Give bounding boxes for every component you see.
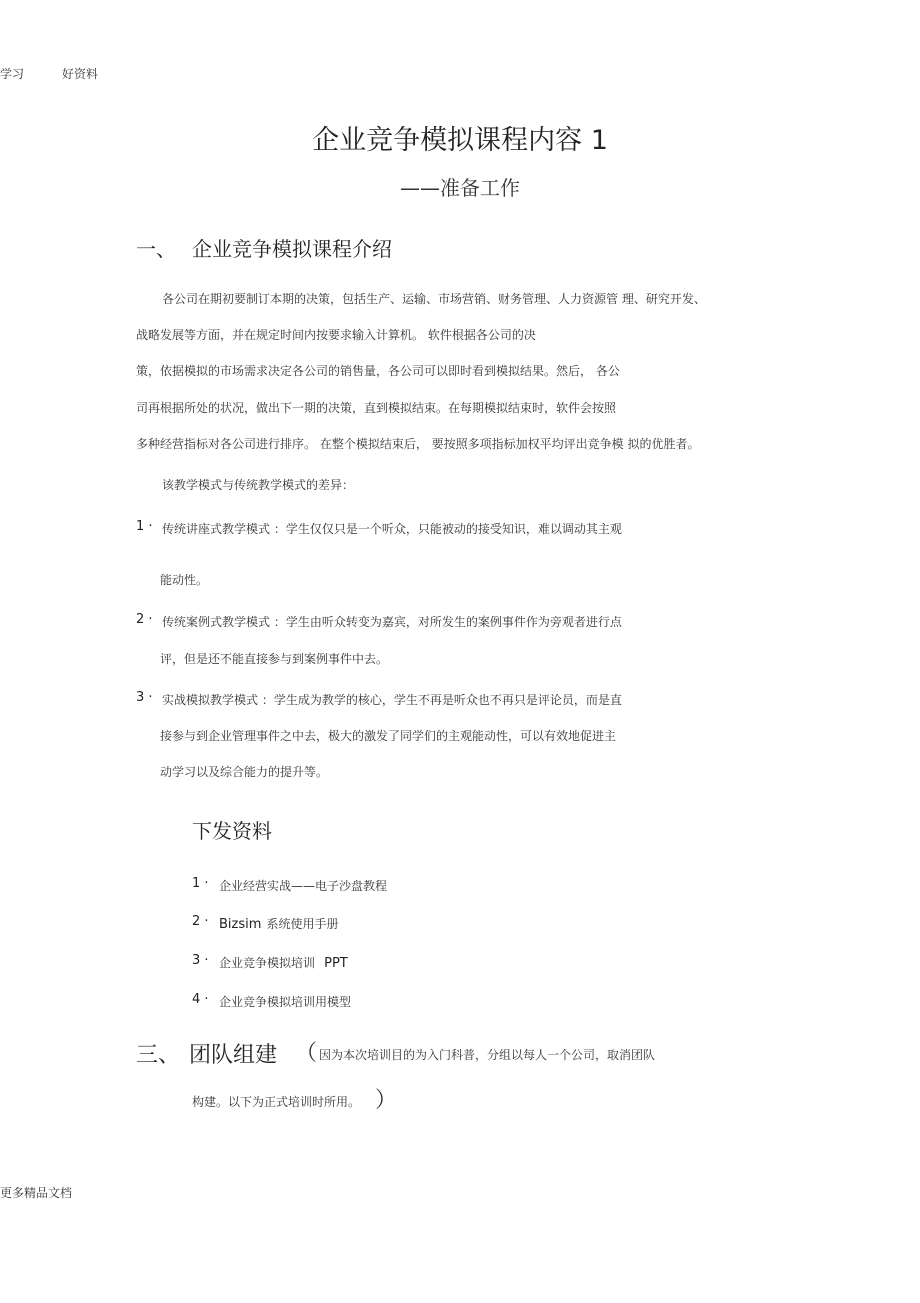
list-item-number: 2 · <box>192 914 209 929</box>
list-item-number: 1 · <box>192 876 209 891</box>
list-item-text: 企业竞争模拟培训用模型 <box>219 995 352 1009</box>
list-item-text: 系统使用手册 <box>266 917 339 931</box>
list-item <box>219 913 339 932</box>
page-title: 企业竞争模拟课程内容 1 <box>312 125 608 156</box>
list-item-number: 3 · <box>136 690 153 705</box>
section3-heading: 团队组建 <box>189 1043 278 1068</box>
close-paren: ） <box>375 1088 398 1113</box>
section3-number: 三、 <box>136 1043 181 1068</box>
footer-text: 更多精品文档 <box>0 1186 73 1200</box>
paragraph-line: 策，依据模拟的市场需求决定各公司的销售量，各公司可以即时看到模拟结果。然后， 各公 <box>136 364 620 378</box>
list-item-text: 实战模拟教学模式 ：学生成为教学的核心，学生不再是听众也不再只是评论员，而是直 <box>162 693 622 707</box>
section1-heading: 企业竞争模拟课程介绍 <box>192 237 392 261</box>
list-item-number: 2 · <box>136 612 153 627</box>
list-item-number: 3 · <box>192 953 209 968</box>
open-paren: （ <box>295 1041 318 1066</box>
list-item-prefix: Bizsim <box>219 917 262 932</box>
diff-intro: 该教学模式与传统教学模式的差异： <box>162 478 355 492</box>
list-item-text: 动学习以及综合能力的提升等。 <box>160 765 329 779</box>
paragraph-line: 司再根据所处的状况，做出下一期的决策，直到模拟结束。在每期模拟结束时，软件会按照 <box>136 401 617 415</box>
section1-number: 一、 <box>136 237 176 261</box>
list-item-text: 传统讲座式教学模式 ：学生仅仅只是一个听众，只能被动的接受知识，难以调动其主观 <box>162 522 622 536</box>
list-item-text: 能动性。 <box>160 573 209 587</box>
paragraph-line: 战略发展等方面，并在规定时间内按要求输入计算机。 软件根据各公司的决 <box>136 328 536 342</box>
section3-note: 构建。以下为正式培训时所用。 <box>192 1095 361 1109</box>
list-item-text: 接参与到企业管理事件之中去，极大的激发了同学们的主观能动性，可以有效地促进主 <box>160 729 617 743</box>
list-item-text: 企业经营实战——电子沙盘教程 <box>219 879 388 893</box>
page-subtitle: ——准备工作 <box>400 176 520 200</box>
list-item <box>219 952 348 971</box>
list-item-text: 传统案例式教学模式 ：学生由听众转变为嘉宾，对所发生的案例事件作为旁观者进行点 <box>162 615 622 629</box>
header-left: 学习 <box>0 67 25 81</box>
section2-heading: 下发资料 <box>192 819 272 843</box>
list-item-number: 4 · <box>192 992 209 1007</box>
paragraph-line: 多种经营指标对各公司进行排序。 在整个模拟结束后， 要按照多项指标加权平均评出竞争模 拟的优胜者。 <box>136 437 700 451</box>
section3-note: 因为本次培训目的为入门科普，分组以每人一个公司，取消团队 <box>319 1048 656 1062</box>
list-item-text: 评，但是还不能直接参与到案例事件中去。 <box>160 652 389 666</box>
list-item-text: 企业竞争模拟培训 <box>219 956 316 970</box>
list-item-suffix: PPT <box>324 956 348 971</box>
paragraph-line: 各公司在期初要制订本期的决策，包括生产、运输、市场营销、财务管理、人力资源管 理、研究开发、 <box>162 292 706 306</box>
list-item-number: 1 · <box>136 519 153 534</box>
header-right: 好资料 <box>62 67 99 81</box>
